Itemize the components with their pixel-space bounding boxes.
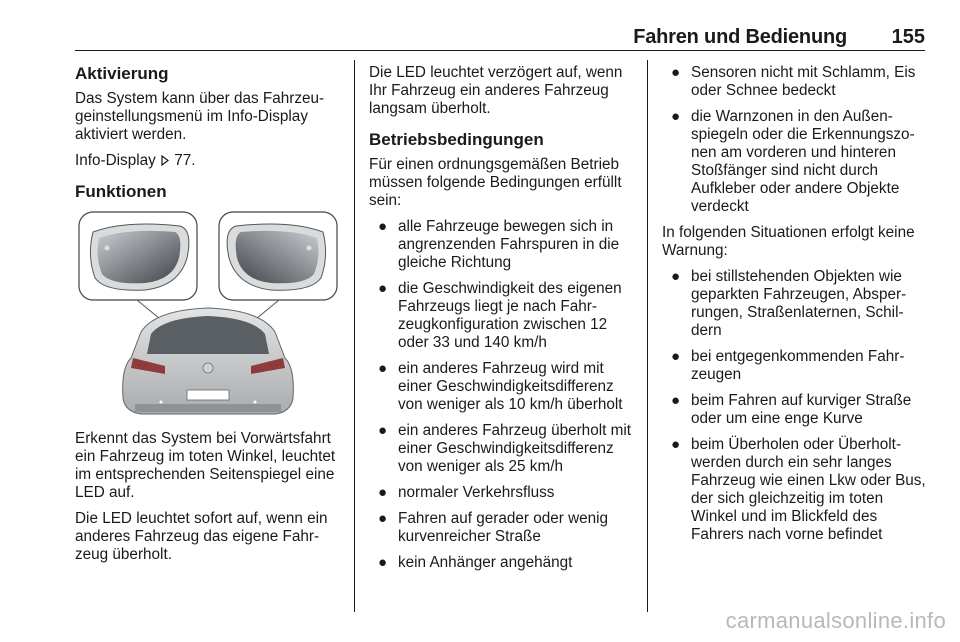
- paragraph-conditions-intro: Für einen ordnungsgemäßen Betrieb müssen folgende Bedingungen erfüllt sein:: [369, 156, 622, 209]
- column-1: [75, 64, 341, 572]
- page-reference-link[interactable]: 77.: [174, 152, 196, 169]
- bullet-icon: ●: [378, 280, 388, 297]
- paragraph-led-delayed: Die LED leuchtet verzögert auf, wenn Ihr Fahrzeug ein anderes Fahrzeug langsam überholt.: [369, 64, 623, 117]
- list-item: ● Fahren auf gerader oder wenig kurvenreicher Straße: [378, 510, 609, 545]
- column-3: [662, 64, 928, 552]
- bullet-icon: ●: [378, 554, 388, 571]
- no-warning-list: [662, 268, 928, 544]
- bullet-icon: ●: [378, 484, 388, 501]
- bullet-icon: ●: [671, 348, 681, 365]
- list-item: ● die Warnzonen in den Außenspiegeln oder die Erkennungszonen am vorderen und hinteren Stoßfänger sind nicht durch Aufkleber oder andere Objekte verdeckt: [671, 108, 915, 215]
- list-item: ● kein Anhänger angehängt: [378, 554, 573, 571]
- column-2: [369, 64, 635, 580]
- sensor-conditions-list: [662, 64, 928, 216]
- heading-betriebsbedingungen: Betriebsbedingungen: [369, 130, 544, 149]
- column-divider-1: [354, 60, 355, 612]
- bullet-icon: ●: [671, 392, 681, 409]
- paragraph-detection: Erkennt das System bei Vorwärtsfahrt ein Fahrzeug im toten Winkel, leuchtet im entsprechenden Seitenspiegel eine LED auf.: [75, 430, 336, 501]
- list-item: ● die Geschwindigkeit des eigenen Fahrzeugs liegt je nach Fahrzeugkonfiguration zwischen 12 oder 33 und 140 km/h: [378, 280, 622, 351]
- paragraph-info-display-ref: [75, 152, 341, 170]
- list-item: ● bei entgegenkommenden Fahrzeugen: [671, 348, 905, 383]
- bullet-icon: ●: [378, 510, 388, 527]
- heading-funktionen: Funktionen: [75, 182, 167, 201]
- list-item: ● beim Fahren auf kurviger Straße oder um eine enge Kurve: [671, 392, 912, 427]
- blind-spot-illustration: [75, 208, 341, 418]
- bullet-icon: ●: [671, 436, 681, 453]
- list-item: ● Sensoren nicht mit Schlamm, Eis oder Schnee bedeckt: [671, 64, 916, 99]
- list-item: ● ein anderes Fahrzeug wird mit einer Geschwindigkeitsdifferenz von weniger als 10 km/h überholt: [378, 360, 623, 413]
- list-item: ● normaler Verkehrsfluss: [378, 484, 555, 501]
- bullet-icon: ●: [671, 268, 681, 285]
- list-item: ● beim Überholen oder Überholtwerden durch ein sehr langes Fahrzeug wie einen Lkw oder Bus, der sich gleichzeitig im toten Winkel und im Blickfeld des Fahrers nach vorne befindet: [671, 436, 926, 543]
- header-rule: [75, 50, 925, 51]
- bullet-icon: ●: [671, 108, 681, 125]
- conditions-list: [369, 218, 635, 572]
- column-divider-2: [647, 60, 648, 612]
- paragraph-no-warning-intro: In folgenden Situationen erfolgt keine Warnung:: [662, 224, 915, 259]
- car-mirror-illustration-icon: [75, 208, 341, 418]
- heading-aktivierung: Aktivierung: [75, 64, 169, 83]
- list-item: ● bei stillstehenden Objekten wie geparkten Fahrzeugen, Absperrungen, Straßenlaternen, Schildern: [671, 268, 907, 339]
- list-item: ● ein anderes Fahrzeug überholt mit einer Geschwindigkeitsdifferenz von weniger als 25 km/h: [378, 422, 631, 475]
- page-number: 155: [891, 26, 925, 48]
- paragraph-led-immediate: Die LED leuchtet sofort auf, wenn ein anderes Fahrzeug das eigene Fahrzeug überholt.: [75, 510, 328, 563]
- section-title: Fahren und Bedienung: [633, 26, 847, 48]
- watermark: carmanualsonline.info: [725, 608, 946, 633]
- info-display-text: Info-Display: [75, 152, 161, 169]
- page-reference-arrow-icon: [160, 152, 170, 169]
- list-item: ● alle Fahrzeuge bewegen sich in angrenzenden Fahrspuren in die gleiche Richtung: [378, 218, 620, 271]
- bullet-icon: ●: [378, 422, 388, 439]
- bullet-icon: ●: [378, 360, 388, 377]
- paragraph-activation: Das System kann über das Fahrzeugeinstellungsmenü im Info-Display aktiviert werden.: [75, 90, 325, 143]
- bullet-icon: ●: [671, 64, 681, 81]
- bullet-icon: ●: [378, 218, 388, 235]
